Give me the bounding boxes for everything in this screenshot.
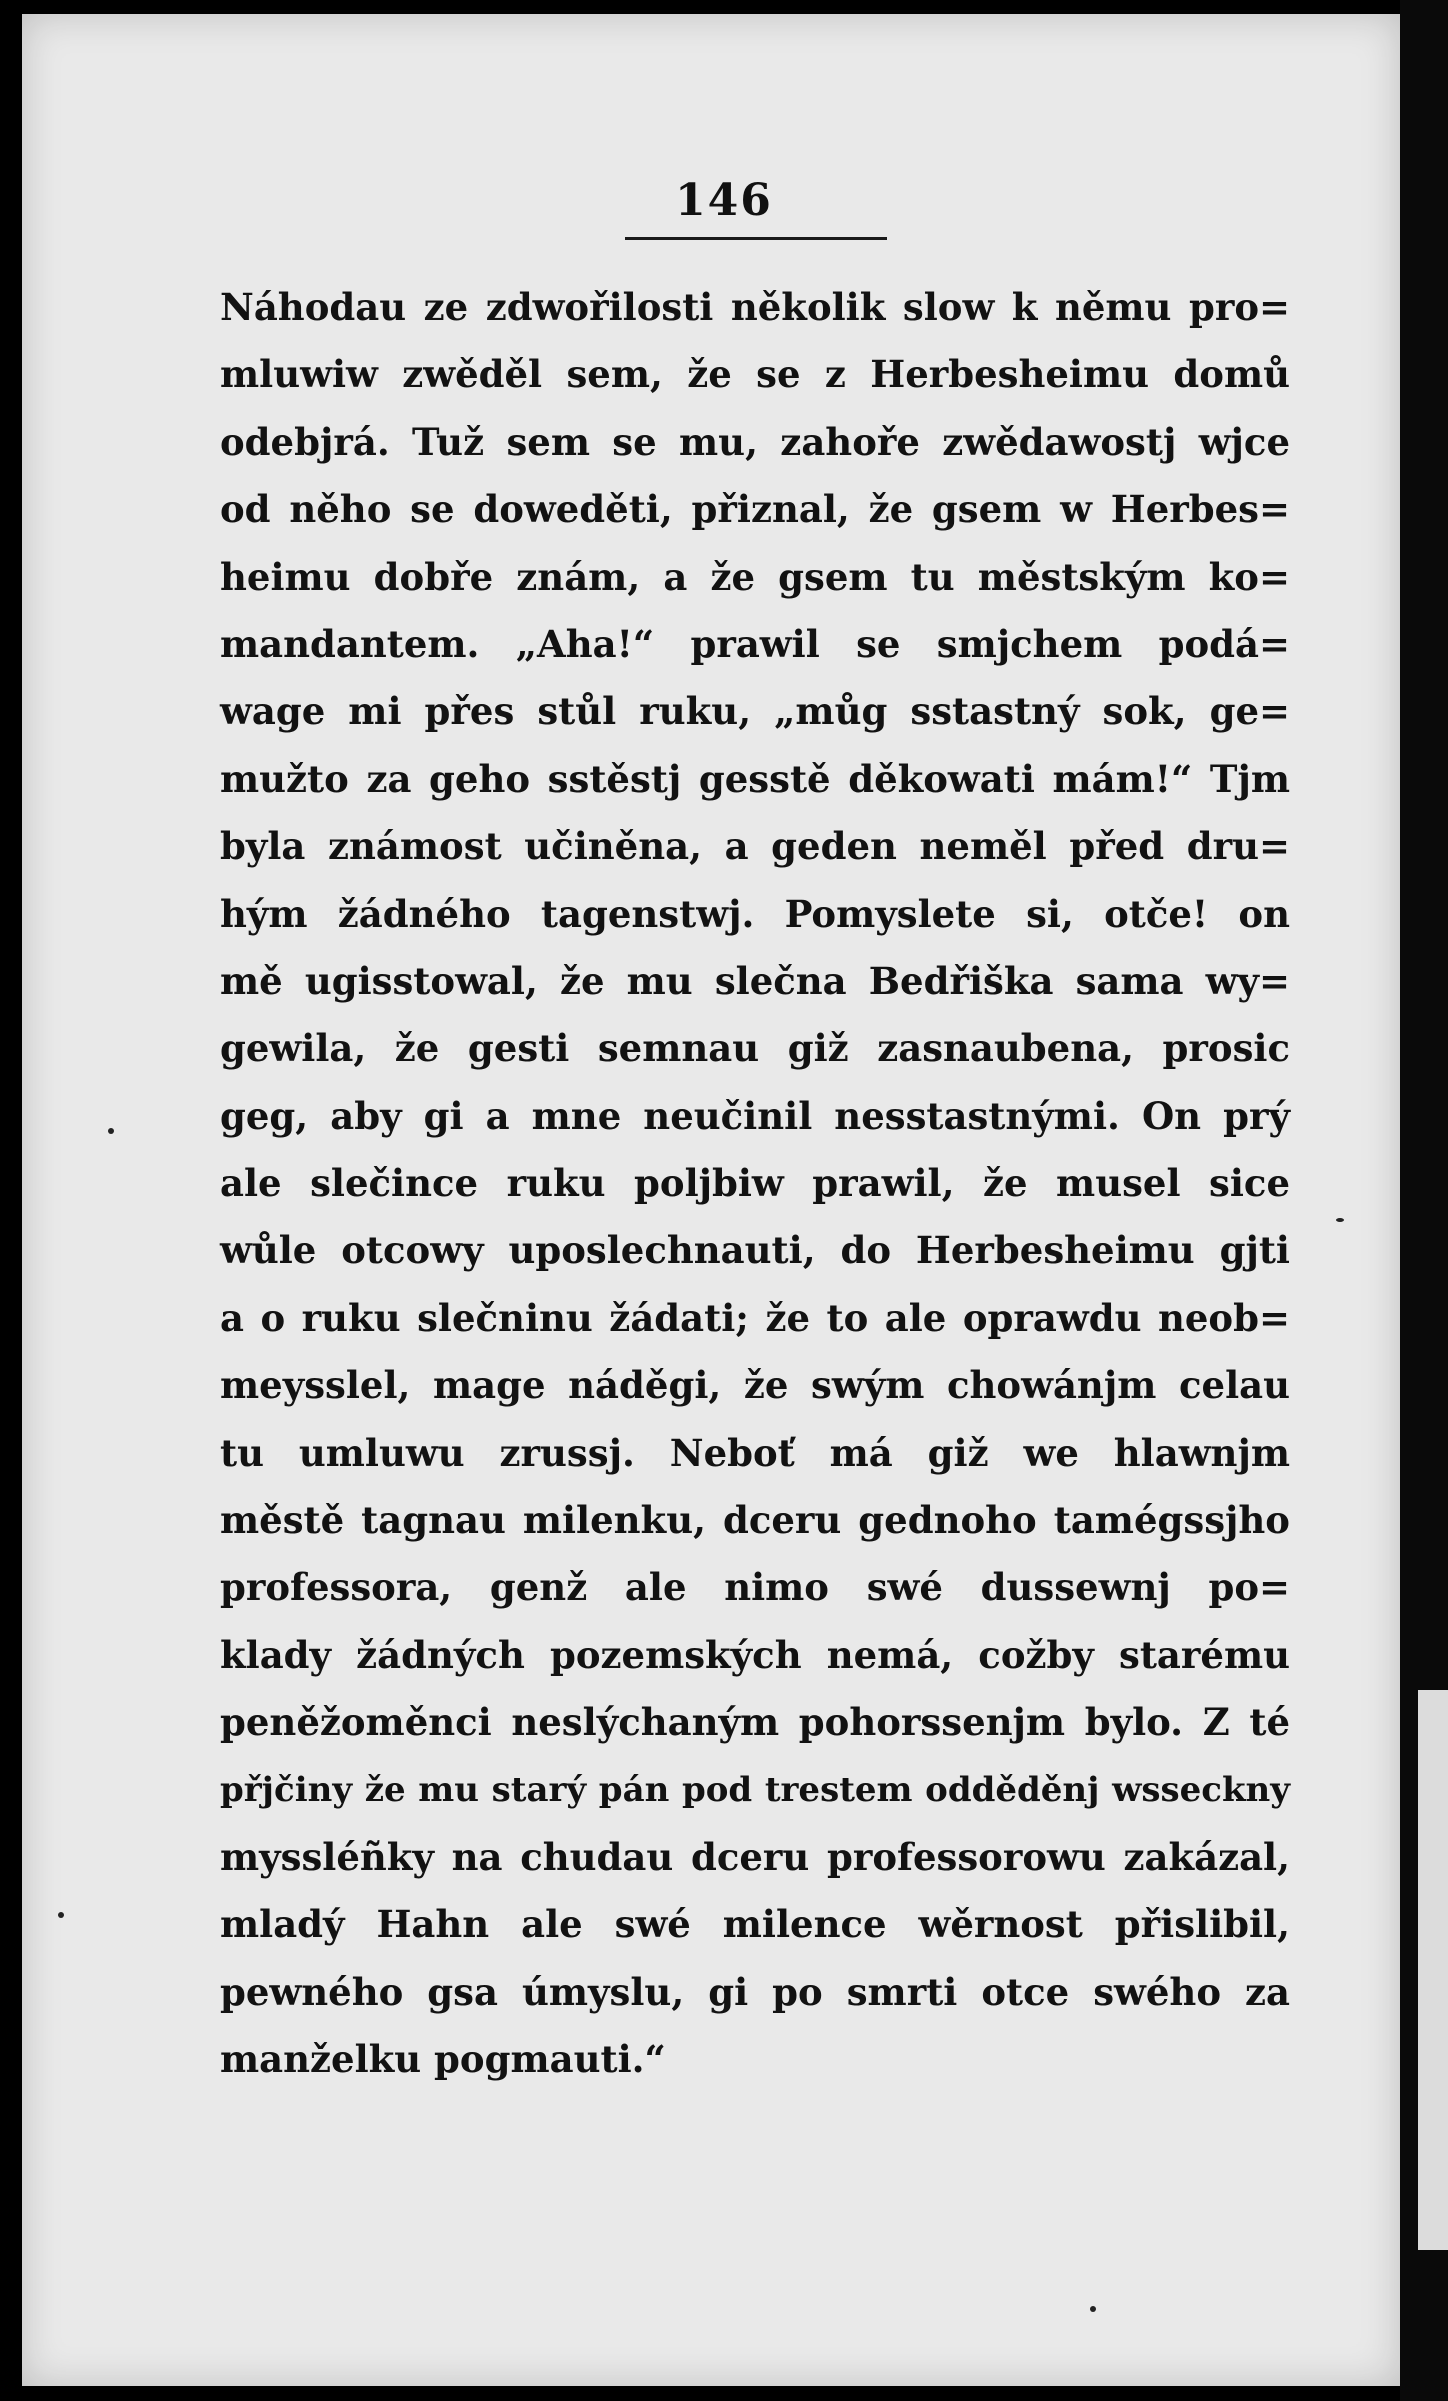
adjacent-page-sliver [1418,1690,1448,2250]
text-line: heimu dobře znám, a že gsem tu městským ko= [220,554,1290,599]
text-line: meysslel, mage náděgi, že swým chowánjm celau [220,1363,1290,1408]
text-line: mandantem. „Aha!“ prawil se smjchem podá= [220,621,1290,666]
text-line: klady žádných pozemských nemá, cožby starému [220,1632,1290,1677]
text-line: mě ugisstowal, že mu slečna Bedřiška sama wy= [220,958,1290,1003]
text-line: peněžoměnci neslýchaným pohorssenjm bylo. Z té [220,1700,1290,1745]
header-rule [625,237,887,240]
text-line: wůle otcowy uposlechnauti, do Herbesheimu gjti [220,1228,1290,1273]
text-line: tu umluwu zrussj. Neboť má giž we hlawnjm [220,1430,1290,1475]
text-line: přjčiny že mu starý pán pod trestem odděděnj wsseckny [220,1769,1290,1810]
text-line: pewného gsa úmyslu, gi po smrti otce swého za [220,1969,1290,2014]
text-line: manželku pogmauti.“ [220,2037,666,2082]
ink-speck [1336,1218,1344,1222]
text-line: geg, aby gi a mne neučinil nesstastnými. On prý [220,1093,1290,1138]
page-number: 146 [675,175,773,226]
text-line: mužto za geho sstěstj gesstě děkowati mám!“ Tjm [220,756,1290,801]
text-line: odebjrá. Tuž sem se mu, zahoře zwědawostj wjce [220,419,1290,464]
text-line: gewila, že gesti semnau giž zasnaubena, prosic [220,1026,1290,1071]
text-line: od něho se doweděti, přiznal, že gsem w Herbes= [220,487,1290,532]
text-line: a o ruku slečninu žádati; že to ale oprawdu neob= [220,1295,1290,1340]
ink-speck [1090,2306,1096,2312]
text-line: městě tagnau milenku, dceru gednoho tamégssjho [220,1498,1290,1543]
text-line: mladý Hahn ale swé milence wěrnost přislibil, [220,1902,1290,1947]
text-line: myssléñky na chudau dceru professorowu zakázal, [220,1834,1290,1879]
body-text [220,274,1290,2094]
ink-speck [58,1912,64,1918]
text-line: ale slečince ruku poljbiw prawil, že musel sice [220,1161,1290,1206]
ink-speck [108,1128,114,1134]
text-line: Náhodau ze zdwořilosti několik slow k němu pro= [220,285,1290,329]
text-line: hým žádného tagenstwj. Pomyslete si, otče! on [220,891,1290,936]
text-line: professora, genž ale nimo swé dussewnj po= [220,1565,1290,1610]
text-line: wage mi přes stůl ruku, „můg sstastný sok, ge= [220,689,1290,734]
text-line: mluwiw zwěděl sem, že se z Herbesheimu domů [220,352,1290,397]
text-line: byla známost učiněna, a geden neměl před dru= [220,824,1290,869]
